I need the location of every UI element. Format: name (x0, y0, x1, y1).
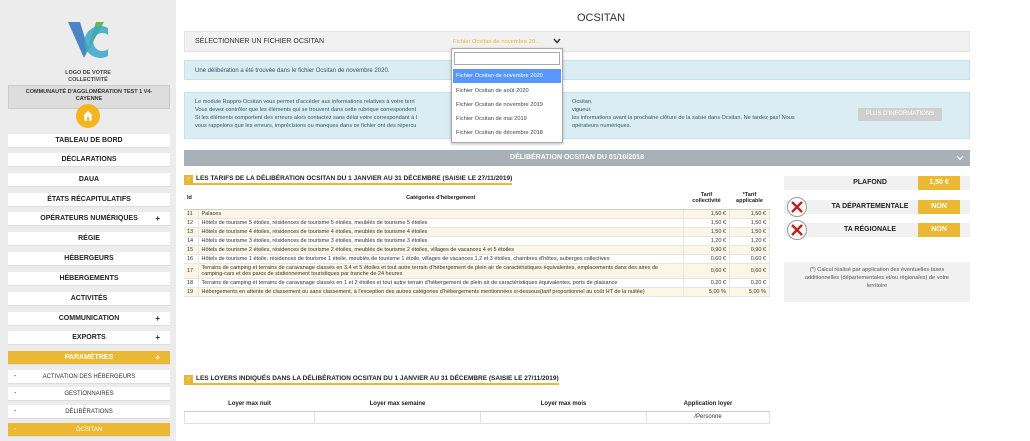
col-tarif (684, 187, 730, 209)
nav-exports[interactable] (8, 331, 170, 345)
col-id: Id (184, 187, 198, 209)
subnav-label: ACTIVATION DES HÉBERGEURS (42, 374, 136, 380)
info-box (184, 92, 970, 139)
table-row (184, 236, 770, 245)
cell-id: 18 (184, 278, 198, 287)
home-button[interactable] (76, 104, 100, 128)
nav-hebergeurs[interactable] (8, 252, 170, 266)
cell-categorie: Hôtels de tourisme 4 étoiles, résidences de tourisme 4 étoiles, meublés de tourisme 4 étoiles (198, 227, 684, 236)
nav-label: OPÉRATEURS NUMÉRIQUES (40, 215, 138, 222)
nav-label: PARAMÈTRES (64, 354, 114, 361)
dropdown-option[interactable]: Fichier Ocsitan de mai 2019 (456, 116, 527, 122)
dropdown-option[interactable]: Fichier Ocsitan de novembre 2019 (456, 102, 543, 108)
cell-tarif: 1,20 € (684, 236, 730, 245)
info-line-1: Le module Rappro-Ocsitan vous permet d'accéder aux informations relatives à votre terri (195, 99, 415, 105)
chevron-right-icon: › (184, 175, 193, 183)
cell-tarif: 1,50 € (684, 218, 730, 227)
table-row (184, 287, 770, 296)
expand-plus-icon: + (155, 353, 160, 362)
deliberation-title: DÉLIBÉRATION OCSITAN DU 01/10/2018 (510, 154, 644, 161)
cell-tarif-applicable: 1,50 € (730, 209, 770, 218)
table-row (184, 254, 770, 263)
nav-communication[interactable] (8, 312, 170, 326)
subnav-gestionnaires[interactable] (8, 387, 170, 401)
loyers-section-title (184, 373, 559, 385)
bullet-icon: - (14, 390, 17, 397)
nav-etats-recapitulatifs[interactable] (8, 193, 170, 207)
bullet-icon: - (14, 426, 17, 433)
info-line-1-right: Ocsitan. (572, 99, 593, 105)
cross-circle-icon (786, 219, 808, 241)
table-header-row (185, 397, 770, 411)
plafond-row (784, 176, 970, 190)
alert-deliberation-found: Une délibération a été trouvée dans le fichier Ocsitan de novembre 2020. (184, 60, 970, 80)
cell-tarif-applicable: 1,20 € (730, 236, 770, 245)
page-title: OCSITAN (576, 12, 626, 24)
nav-label: ACTIVITÉS (70, 295, 108, 302)
col-loyer-semaine: Loyer max semaine (315, 397, 481, 411)
ta-departementale-value: NON (918, 200, 960, 214)
main-content (176, 0, 1030, 441)
cell-categorie: Hébergements en attente de classement ou sans classement, à l'exception des autres catégories d'hébergements mentionnées ci-dessous(tarif proportionnel au coût HT de la nuitée) (198, 287, 684, 296)
cell-tarif-applicable: 0,60 € (730, 263, 770, 278)
table-row (184, 245, 770, 254)
nav-hebergements[interactable] (8, 272, 170, 286)
ta-regionale-row (784, 223, 970, 237)
plus-informations-button[interactable]: PLUS D'INFORMATIONS (858, 108, 942, 121)
nav-label: COMMUNICATION (58, 315, 120, 322)
cell-tarif-applicable: 0,20 € (730, 278, 770, 287)
ta-regionale-value: NON (918, 223, 960, 237)
bullet-icon: - (14, 373, 17, 380)
table-row (185, 411, 770, 423)
cell-id: 14 (184, 236, 198, 245)
cell-categorie: Hôtels de tourisme 1 étoile, résidences de tourisme 1 étoile, meublés de tourisme 1 étoile, villages de vacances 1,2 et 3 étoiles, chambres d'hôtes, auberges collectives (198, 254, 684, 263)
col-tarif-app-line2: applicable (736, 197, 763, 204)
vc-logo-icon (64, 18, 112, 66)
table-row (184, 263, 770, 278)
ta-departementale-label: TA DÉPARTEMENTALE (831, 203, 909, 210)
col-application-loyer: Application loyer (647, 397, 770, 411)
cell-tarif: 0,20 € (684, 278, 730, 287)
subnav-ocsitan[interactable] (8, 423, 170, 437)
cell-categorie: Hôtels de tourisme 2 étoiles, résidences de tourisme 2 étoiles, meublés de tourisme 2 étoiles, villages de vacances 4 et 5 étoiles (198, 245, 684, 254)
file-select-label: SÉLECTIONNER UN FICHIER OCSITAN (195, 38, 324, 45)
expand-plus-icon: + (155, 314, 160, 323)
info-line-3-right: les informations avant la prochaine clôture de la saisie dans Ocsitan. Ne tardez pas! Nous (572, 115, 795, 121)
file-select[interactable]: Fichier Ocsitan de novembre 20... (453, 39, 540, 45)
dropdown-search-input[interactable] (454, 52, 560, 65)
cell-categorie: Hôtels de tourisme 5 étoiles, résidences de tourisme 5 étoiles, meublés de tourisme 5 étoiles (198, 218, 684, 227)
loyers-table (184, 397, 770, 424)
cell-tarif-applicable: 0,60 € (730, 254, 770, 263)
cell-categorie: Hôtels de tourisme 3 étoiles, résidences de tourisme 3 étoiles, meublés de tourisme 3 étoiles (198, 236, 684, 245)
col-categorie: Catégories d'hébergement (198, 187, 684, 209)
col-tarif-applicable (730, 187, 770, 209)
table-row (184, 278, 770, 287)
cross-circle-icon (786, 196, 808, 218)
table-row (184, 227, 770, 236)
cell-id: 16 (184, 254, 198, 263)
info-line-4-right: opérateurs numériques. (572, 123, 632, 129)
cell-tarif: 1,50 € (684, 209, 730, 218)
nav-parametres[interactable] (8, 351, 170, 365)
cell-id: 12 (184, 218, 198, 227)
cell-tarif-applicable: 5,00 % (730, 287, 770, 296)
cell-loyer-mois (481, 411, 647, 423)
nav-declarations[interactable] (8, 153, 170, 167)
taxes-note: (*) Calcul réalisé par application des éventuelles taxes additionnelles (départementales et/ou régionales) de votre territoire (784, 262, 970, 302)
home-icon (82, 110, 94, 122)
subnav-label: OCSITAN (75, 427, 103, 433)
cell-loyer-semaine (315, 411, 481, 423)
bullet-icon: - (14, 408, 17, 415)
subnav-activation-hebergeurs[interactable] (8, 370, 170, 384)
info-line-2: Vous devez contrôler que les éléments qui se trouvent dans cette rubrique correspondent (195, 107, 417, 113)
cell-categorie: Palaces (198, 209, 684, 218)
cell-loyer-nuit (185, 411, 315, 423)
expand-plus-icon: + (155, 214, 160, 223)
sidebar (0, 0, 176, 441)
cell-tarif-applicable: 1,50 € (730, 218, 770, 227)
cell-tarif: 0,60 € (684, 254, 730, 263)
ta-regionale-label: TA RÉGIONALE (843, 226, 897, 233)
cell-id: 17 (184, 263, 198, 278)
cell-application-loyer: /Personne (647, 411, 770, 423)
cell-id: 13 (184, 227, 198, 236)
info-line-3: Si les éléments comportent des erreurs alors contactez sans délai votre correspondant à l (195, 115, 417, 121)
expand-plus-icon: + (155, 333, 160, 342)
nav-label: HÉBERGEURS (64, 255, 114, 262)
nav-label: EXPORTS (72, 334, 106, 341)
agglomeration-line2: CAYENNE (75, 96, 103, 102)
plafond-label: PLAFOND (853, 179, 887, 186)
loyers-title-text: LES LOYERS INDIQUÉS DANS LA DÉLIBÉRATION OCSITAN DU 1 JANVIER AU 31 DÉCEMBRE (SAISIE LE 27/11/2019) (196, 375, 559, 382)
cell-tarif-applicable: 0,90 € (730, 245, 770, 254)
table-header-row (184, 187, 770, 209)
col-loyer-nuit: Loyer max nuit (185, 397, 315, 411)
cell-tarif: 0,60 € (684, 263, 730, 278)
logo-text-line2: COLLECTIVITÉ (68, 77, 108, 83)
home-area (8, 100, 170, 128)
tarifs-title-text: LES TARIFS DE LA DÉLIBÉRATION OCSITAN DU 1 JANVIER AU 31 DÉCEMBRE (SAISIE LE 27/11/2019) (196, 175, 513, 182)
nav-tableau-de-bord[interactable] (8, 134, 170, 148)
nav-label: TABLEAU DE BORD (55, 137, 123, 144)
col-tarif-line1: Tarif (700, 191, 713, 198)
chevron-right-icon: › (184, 375, 193, 383)
subnav-label: GESTIONNAIRES (64, 391, 114, 397)
logo-text-line1: LOGO DE VOTRE (65, 70, 111, 76)
col-tarif-line2: collectivité (692, 197, 721, 204)
cell-id: 19 (184, 287, 198, 296)
nav-label: ÉTATS RÉCAPITULATIFS (47, 196, 131, 203)
nav-label: HÉBERGEMENTS (59, 275, 119, 282)
file-select-dropdown (451, 48, 563, 143)
tarifs-table (184, 187, 770, 297)
dropdown-option[interactable]: Fichier Ocsitan de novembre 2020 (453, 69, 561, 83)
col-loyer-mois: Loyer max mois (481, 397, 647, 411)
cell-tarif: 5,00 % (684, 287, 730, 296)
nav-regie[interactable] (8, 232, 170, 246)
nav-activites[interactable] (8, 292, 170, 306)
agglomeration-line1: COMMUNAUTÉ D'AGGLOMÉRATION TEST 1 V4- (25, 89, 153, 95)
table-row (184, 209, 770, 218)
nav-daua[interactable] (8, 173, 170, 187)
dropdown-option[interactable]: Fichier Ocsitan de décembre 2018 (456, 130, 543, 136)
cell-tarif-applicable: 1,50 € (730, 227, 770, 236)
cell-tarif: 0,90 € (684, 245, 730, 254)
file-select-bar (184, 31, 970, 52)
info-line-4: vous rappelons que les erreurs, imprécisions ou manques dans ce fichier ont des répercu (195, 123, 417, 129)
col-tarif-app-line1: *Tarif (742, 191, 757, 198)
nav-label: DAUA (78, 176, 100, 183)
tarifs-section-title (184, 173, 512, 185)
cell-tarif: 1,50 € (684, 227, 730, 236)
table-row (184, 218, 770, 227)
cell-id: 11 (184, 209, 198, 218)
subnav-label: DÉLIBÉRATIONS (65, 409, 113, 415)
cell-categorie: Terrains de camping et terrains de caravanage classés en 3,4 et 5 étoiles et tout autre terrain d'hébergement de plein air de caractéristiques équivalentes, emplacements dans des aires de camping-cars et des parcs de stationnement touristiques par tranche de 24 heures (198, 263, 684, 278)
dropdown-option[interactable]: Fichier Ocsitan de août 2020 (456, 88, 529, 94)
cell-id: 15 (184, 245, 198, 254)
chevron-down-icon[interactable] (553, 38, 561, 44)
cell-categorie: Terrains de camping et terrains de caravanage classés en 1 et 2 étoiles et tout autre terrain d'hébergement de plein air de caractéristiques équivalentes, ports de plaisance (198, 278, 684, 287)
nav-operateurs-numeriques[interactable] (8, 212, 170, 226)
ta-departementale-row (784, 200, 970, 214)
info-line-2-right: vigueur. (572, 107, 592, 113)
deliberation-bar[interactable] (184, 150, 970, 166)
chevron-down-icon[interactable] (956, 155, 964, 161)
nav-label: RÉGIE (78, 235, 100, 242)
plafond-value: 1,50 € (918, 176, 960, 190)
nav-label: DÉCLARATIONS (61, 156, 117, 163)
subnav-deliberations[interactable] (8, 405, 170, 419)
